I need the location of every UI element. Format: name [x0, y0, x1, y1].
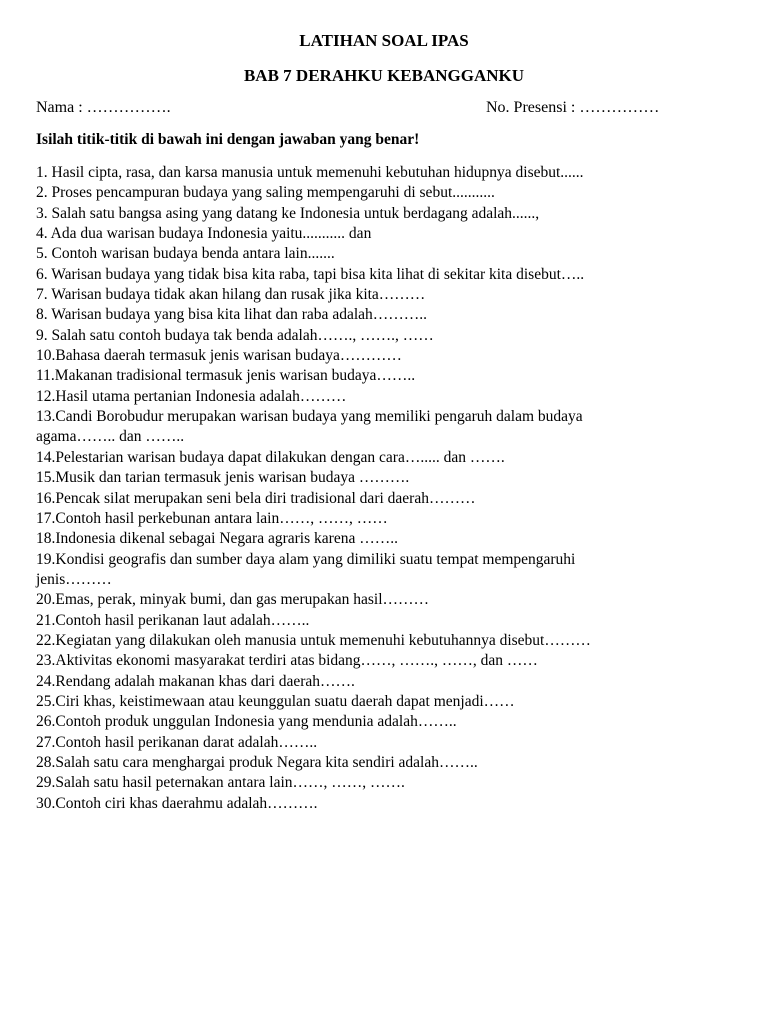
question-item: 2. Proses pencampuran budaya yang saling mempengaruhi di sebut........... [36, 184, 495, 202]
name-field: Nama : ……………. [36, 99, 171, 116]
question-item: 7. Warisan budaya tidak akan hilang dan rusak jika kita……… [36, 286, 426, 304]
instruction-text: Isilah titik-titik di bawah ini dengan jawaban yang benar! [36, 131, 420, 148]
question-item: 10.Bahasa daerah termasuk jenis warisan budaya………… [36, 347, 402, 365]
presensi-field: No. Presensi : …………… [486, 99, 660, 116]
question-item: 28.Salah satu cara menghargai produk Negara kita sendiri adalah…….. [36, 753, 478, 771]
page-title: LATIHAN SOAL IPAS [299, 31, 469, 50]
question-item: 21.Contoh hasil perikanan laut adalah…….. [36, 611, 310, 629]
question-item: 29.Salah satu hasil peternakan antara lain……, ……, ……. [36, 774, 405, 792]
question-item-continuation: agama…….. dan …….. [36, 428, 185, 446]
question-item: 23.Aktivitas ekonomi masyarakat terdiri atas bidang……, ……., ……, dan …… [36, 652, 538, 670]
question-list [36, 163, 736, 814]
question-item: 13.Candi Borobudur merupakan warisan budaya yang memiliki pengaruh dalam budaya [36, 408, 583, 426]
question-item: 27.Contoh hasil perikanan darat adalah…….. [36, 733, 318, 751]
question-item: 4. Ada dua warisan budaya Indonesia yaitu........... dan [36, 225, 372, 243]
question-item: 15.Musik dan tarian termasuk jenis warisan budaya ………. [36, 469, 410, 487]
question-item: 12.Hasil utama pertanian Indonesia adalah……… [36, 387, 347, 405]
question-item: 26.Contoh produk unggulan Indonesia yang mendunia adalah…….. [36, 713, 457, 731]
question-item: 1. Hasil cipta, rasa, dan karsa manusia untuk memenuhi kebutuhan hidupnya disebut...... [36, 164, 584, 181]
question-item: 20.Emas, perak, minyak bumi, dan gas merupakan hasil……… [36, 591, 430, 609]
question-item: 30.Contoh ciri khas daerahmu adalah………. [36, 794, 318, 812]
question-item: 17.Contoh hasil perkebunan antara lain……, ……, …… [36, 509, 388, 527]
question-item: 3. Salah satu bangsa asing yang datang ke Indonesia untuk berdagang adalah......, [36, 204, 540, 222]
question-item: 14.Pelestarian warisan budaya dapat dilakukan dengan cara…..... dan ……. [36, 448, 505, 466]
question-item: 11.Makanan tradisional termasuk jenis warisan budaya…….. [36, 367, 416, 385]
question-item: 5. Contoh warisan budaya benda antara lain....... [36, 245, 335, 263]
question-item: 9. Salah satu contoh budaya tak benda adalah……., ……., …… [36, 326, 434, 344]
question-item: 22.Kegiatan yang dilakukan oleh manusia untuk memenuhi kebutuhannya disebut……… [36, 631, 591, 649]
question-item: 8. Warisan budaya yang bisa kita lihat dan raba adalah……….. [36, 306, 428, 324]
question-item-continuation: jenis……… [36, 570, 112, 588]
question-item: 16.Pencak silat merupakan seni bela diri tradisional dari daerah……… [36, 489, 476, 507]
question-item: 19.Kondisi geografis dan sumber daya alam yang dimiliki suatu tempat mempengaruhi [36, 550, 576, 568]
question-item: 18.Indonesia dikenal sebagai Negara agraris karena …….. [36, 530, 398, 548]
question-item: 6. Warisan budaya yang tidak bisa kita raba, tapi bisa kita lihat di sekitar kita disebut….. [36, 265, 585, 283]
question-item: 24.Rendang adalah makanan khas dari daerah……. [36, 672, 355, 690]
question-item: 25.Ciri khas, keistimewaan atau keunggulan suatu daerah dapat menjadi…… [36, 692, 515, 710]
chapter-title: BAB 7 DERAHKU KEBANGGANKU [243, 66, 525, 85]
